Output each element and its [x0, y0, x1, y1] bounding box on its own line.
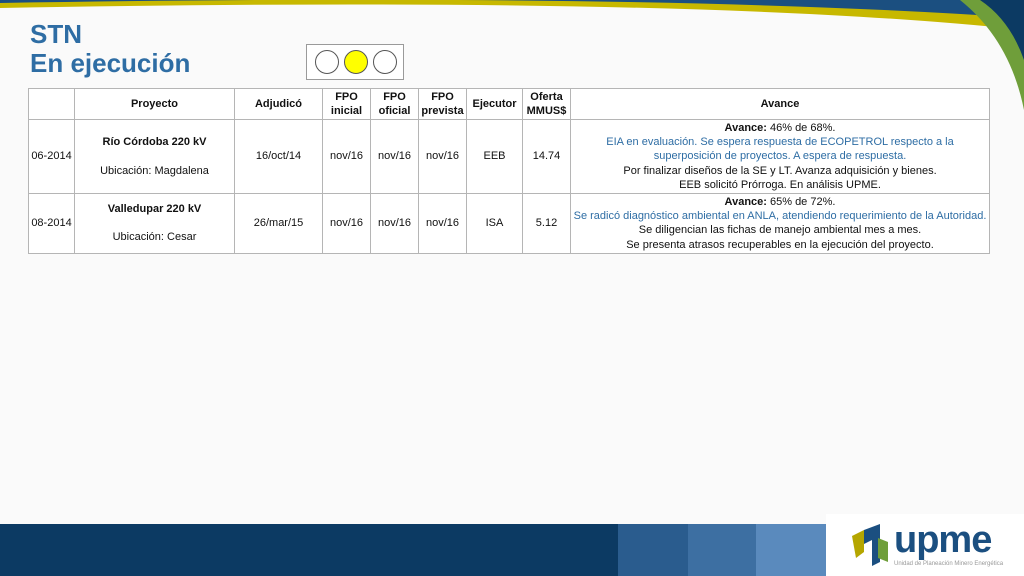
footer-block	[618, 524, 688, 576]
projects-table	[28, 88, 990, 254]
traffic-light-off	[315, 50, 339, 74]
header-oferta: Oferta MMUS$	[523, 89, 571, 120]
header-code	[29, 89, 75, 120]
title-line-2: En ejecución	[30, 48, 191, 78]
fpo-oficial: nov/16	[371, 120, 419, 194]
traffic-light-off	[373, 50, 397, 74]
page-title	[30, 20, 190, 78]
project-location: Ubicación: Cesar	[112, 231, 197, 244]
project-name: Río Córdoba 220 kV	[102, 136, 207, 149]
avance-note: Se presenta atrasos recuperables en la ejecución del proyecto.	[626, 238, 934, 251]
avance-note: EEB solicitó Prórroga. En análisis UPME.	[679, 178, 881, 191]
header-ejecutor: Ejecutor	[467, 89, 523, 120]
avance-cell	[571, 120, 990, 194]
oferta: 14.74	[523, 120, 571, 194]
project-code: 08-2014	[29, 194, 75, 254]
fpo-oficial: nov/16	[371, 194, 419, 254]
avance-value: 65% de 72%.	[766, 196, 836, 209]
fpo-prevista: nov/16	[419, 120, 467, 194]
header-proyecto: Proyecto	[75, 89, 235, 120]
footer-block	[688, 524, 756, 576]
avance-note: Se radicó diagnóstico ambiental en ANLA, atendiendo requerimiento de la Autoridad.	[573, 210, 987, 223]
avance-cell	[571, 194, 990, 254]
header-fpo-prevista: FPO prevista	[419, 89, 467, 120]
ejecutor: ISA	[467, 194, 523, 254]
header-avance: Avance	[571, 89, 990, 120]
upme-logo-text: upme	[894, 519, 992, 561]
avance-label: Avance:	[724, 122, 767, 134]
traffic-light-indicator	[306, 44, 404, 80]
ejecutor: EEB	[467, 120, 523, 194]
header-fpo-oficial: FPO oficial	[371, 89, 419, 120]
avance-label: Avance:	[724, 196, 767, 209]
avance-note: EIA en evaluación. Se espera respuesta de ECOPETROL respecto a la superposición de proyectos. A espera de respuesta.	[606, 136, 954, 163]
project-code: 06-2014	[29, 120, 75, 194]
fpo-inicial: nov/16	[323, 120, 371, 194]
table-row	[29, 120, 990, 194]
header-fpo-inicial: FPO inicial	[323, 89, 371, 120]
traffic-light-yellow-on	[344, 50, 368, 74]
adjudico-date: 26/mar/15	[235, 194, 323, 254]
header-adjudico: Adjudicó	[235, 89, 323, 120]
adjudico-date: 16/oct/14	[235, 120, 323, 194]
project-location: Ubicación: Magdalena	[100, 164, 209, 177]
fpo-inicial: nov/16	[323, 194, 371, 254]
avance-value: 46% de 68%.	[766, 122, 836, 134]
table-row	[29, 194, 990, 254]
table-header-row	[29, 89, 990, 120]
avance-note: Se diligencian las fichas de manejo ambiental mes a mes.	[638, 224, 922, 237]
upme-logo-icon	[850, 522, 890, 566]
avance-note: Por finalizar diseños de la SE y LT. Avanza adquisición y bienes.	[623, 164, 937, 177]
title-line-1: STN	[30, 19, 82, 49]
upme-logo-subtitle: Unidad de Planeación Minero Energética	[894, 561, 1004, 567]
footer-block	[756, 524, 826, 576]
project-name: Valledupar 220 kV	[107, 203, 202, 216]
project-cell	[75, 194, 235, 254]
fpo-prevista: nov/16	[419, 194, 467, 254]
oferta: 5.12	[523, 194, 571, 254]
project-cell	[75, 120, 235, 194]
